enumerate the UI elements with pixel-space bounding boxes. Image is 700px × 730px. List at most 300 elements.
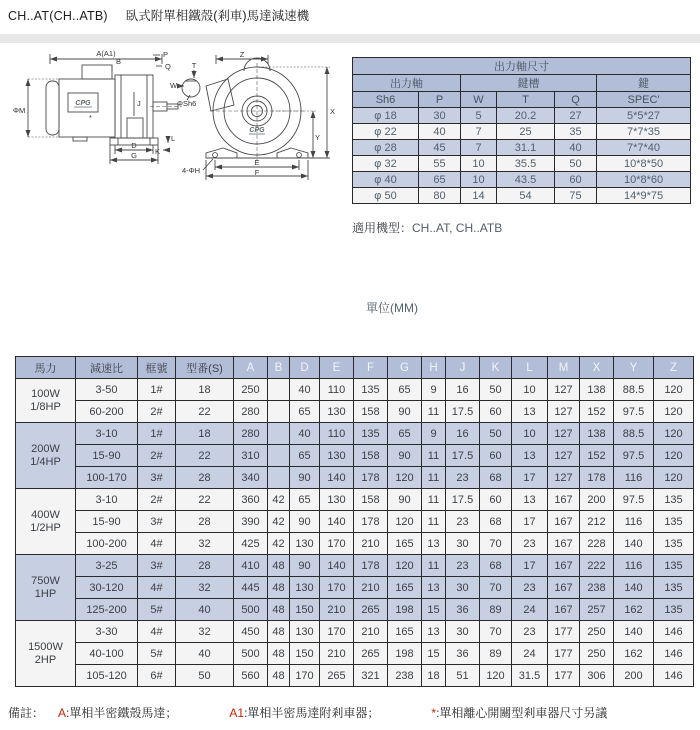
model-code: CH..AT(CH..ATB)	[8, 9, 108, 23]
main-table-header-cell: H	[422, 357, 446, 379]
shaft-column-header: SPEC'	[597, 92, 691, 108]
main-table-row	[16, 467, 694, 489]
footnote-desc: :單相半密馬達附剎車器；	[244, 706, 380, 720]
main-table-header-cell: M	[548, 357, 580, 379]
main-table-cell: 22	[176, 489, 234, 511]
main-table-cell: 13	[422, 577, 446, 599]
main-table-cell: 68	[480, 511, 512, 533]
main-table-cell: 140	[320, 555, 354, 577]
main-table-cell: 170	[320, 621, 354, 643]
main-table-row	[16, 621, 694, 643]
main-table-cell: 140	[614, 621, 654, 643]
main-table-cell: 42	[268, 533, 290, 555]
dim-label-y: Y	[315, 133, 321, 142]
main-table-cell: 2#	[138, 445, 176, 467]
shaft-table-cell: 10*8*60	[597, 172, 691, 188]
main-table-header-cell: J	[446, 357, 480, 379]
main-table-cell: 146	[654, 665, 694, 687]
main-table-header-cell: F	[354, 357, 388, 379]
main-table-cell: 127	[548, 379, 580, 401]
main-table-cell: 9	[422, 423, 446, 445]
main-table-row	[16, 401, 694, 423]
main-table-cell: 167	[548, 555, 580, 577]
applicable-label: 適用機型：	[352, 221, 413, 235]
main-table-cell: 65	[290, 489, 320, 511]
main-table-cell: 210	[320, 643, 354, 665]
main-table-cell: 162	[614, 599, 654, 621]
main-table-cell: 100-170	[76, 467, 138, 489]
main-table-cell: 3-50	[76, 379, 138, 401]
shaft-table-cell: 80	[419, 188, 461, 204]
power-group-cell: 1500W 2HP	[16, 621, 76, 687]
main-table-cell: 238	[580, 577, 614, 599]
main-table-cell: 135	[654, 533, 694, 555]
main-table-cell: 17.5	[446, 401, 480, 423]
shaft-table-title: 出力軸尺寸	[353, 58, 691, 75]
shaft-table-cell: φ 40	[353, 172, 419, 188]
main-table-cell: 140	[614, 533, 654, 555]
main-table-cell: 360	[234, 489, 268, 511]
main-table-cell: 140	[320, 511, 354, 533]
main-table-cell: 560	[234, 665, 268, 687]
main-table-cell: 23	[446, 467, 480, 489]
main-table-row	[16, 511, 694, 533]
shaft-table-row	[353, 188, 691, 204]
main-table-cell: 68	[480, 555, 512, 577]
main-table-cell	[268, 423, 290, 445]
main-table-cell: 15-90	[76, 511, 138, 533]
main-table-cell: 250	[234, 379, 268, 401]
title-text: 臥式附單相鐵殼(剎車)馬達減速機	[125, 9, 310, 23]
main-table-cell: 200	[580, 489, 614, 511]
main-table-cell: 13	[512, 401, 548, 423]
main-table-cell: 48	[268, 599, 290, 621]
shaft-table-row	[353, 172, 691, 188]
main-table-cell: 9	[422, 379, 446, 401]
main-table-cell: 4#	[138, 577, 176, 599]
main-table-cell: 88.5	[614, 379, 654, 401]
main-table-cell: 32	[176, 577, 234, 599]
main-table-cell: 24	[512, 599, 548, 621]
main-table-header-cell: 框號	[138, 357, 176, 379]
main-table-cell: 13	[512, 489, 548, 511]
main-table-cell: 28	[176, 555, 234, 577]
applicable-models	[352, 219, 502, 236]
main-table-cell: 30	[446, 577, 480, 599]
main-table-cell: 165	[388, 621, 422, 643]
main-table-cell: 18	[176, 379, 234, 401]
main-table-cell: 11	[422, 401, 446, 423]
main-table-cell: 13	[422, 533, 446, 555]
dim-label-p: P	[163, 50, 169, 59]
shaft-table-body	[353, 108, 691, 204]
main-table-cell: 28	[176, 511, 234, 533]
main-table-cell: 50	[480, 379, 512, 401]
main-table-row	[16, 533, 694, 555]
shaft-table-row	[353, 140, 691, 156]
main-table-header-cell: D	[290, 357, 320, 379]
applicable-value: CH..AT, CH..ATB	[412, 221, 503, 235]
main-table-cell: 165	[388, 577, 422, 599]
shaft-table-cell: 10*8*50	[597, 156, 691, 172]
main-table-cell: 32	[176, 621, 234, 643]
main-table-cell: 17	[512, 467, 548, 489]
main-table-cell: 65	[388, 423, 422, 445]
main-table-cell: 120	[654, 379, 694, 401]
main-table-cell: 17.5	[446, 445, 480, 467]
main-table-cell: 127	[548, 445, 580, 467]
main-table-cell: 89	[480, 643, 512, 665]
main-table-cell: 177	[548, 643, 580, 665]
main-table-row	[16, 489, 694, 511]
shaft-table-cell: 10	[461, 172, 497, 188]
main-table-cell: 22	[176, 401, 234, 423]
dim-label-x: X	[330, 107, 336, 116]
shaft-table-cell: 45	[419, 140, 461, 156]
main-table-cell: 60	[480, 489, 512, 511]
main-table-cell: 48	[268, 643, 290, 665]
shaft-table-group-row	[353, 75, 691, 92]
main-table-cell: 90	[388, 489, 422, 511]
main-table-cell: 120	[654, 423, 694, 445]
output-shaft-table	[352, 57, 691, 204]
shaft-group-header: 鍵槽	[461, 75, 597, 92]
main-table-cell: 158	[354, 489, 388, 511]
main-table-cell: 450	[234, 621, 268, 643]
footnote-item	[229, 706, 379, 720]
main-table-cell	[268, 401, 290, 423]
main-table-cell: 167	[548, 533, 580, 555]
brand-logo-side: CPG	[75, 100, 91, 107]
main-table-cell: 60	[480, 445, 512, 467]
main-table-cell: 210	[354, 621, 388, 643]
main-table-cell: 116	[614, 555, 654, 577]
main-table-cell: 146	[654, 643, 694, 665]
shaft-table-cell: 7	[461, 140, 497, 156]
motor-technical-drawing	[10, 48, 342, 210]
shaft-column-header: P	[419, 92, 461, 108]
power-group-cell: 400W 1/2HP	[16, 489, 76, 555]
main-table-cell: 138	[580, 379, 614, 401]
shaft-table-cell: 14	[461, 188, 497, 204]
main-table-cell: 130	[320, 401, 354, 423]
main-table-row	[16, 555, 694, 577]
main-table-cell: 36	[446, 599, 480, 621]
main-table-cell: 167	[548, 511, 580, 533]
shaft-table-cell: 55	[419, 156, 461, 172]
page-title	[8, 6, 309, 24]
main-table-cell: 135	[354, 423, 388, 445]
main-table-cell: 50	[176, 665, 234, 687]
main-table-cell: 146	[654, 621, 694, 643]
main-table-cell: 500	[234, 643, 268, 665]
main-table-header-cell: L	[512, 357, 548, 379]
main-table-cell: 100-200	[76, 533, 138, 555]
shaft-table-cell: 75	[555, 188, 597, 204]
main-table-cell: 24	[512, 643, 548, 665]
dim-label-phi-sh6: ΦSh6	[177, 99, 197, 108]
main-table-cell: 32	[176, 533, 234, 555]
main-table-cell: 18	[176, 423, 234, 445]
main-table-header-cell: 馬力	[16, 357, 76, 379]
main-table-cell: 135	[654, 577, 694, 599]
main-table-cell: 30	[446, 533, 480, 555]
dim-label-four-phi-h: 4-ΦH	[182, 166, 201, 175]
main-table-cell: 88.5	[614, 423, 654, 445]
main-table-cell: 120	[654, 445, 694, 467]
dim-label-phi-m: ΦM	[13, 106, 26, 115]
main-table-cell: 150	[290, 643, 320, 665]
main-table-header-row	[16, 357, 694, 379]
main-table-cell: 265	[354, 643, 388, 665]
main-table-cell	[268, 467, 290, 489]
shaft-table-column-row	[353, 92, 691, 108]
main-table-cell: 11	[422, 467, 446, 489]
footnote-key: *	[431, 706, 437, 720]
main-table-cell: 16	[446, 423, 480, 445]
dim-label-z: Z	[239, 50, 245, 59]
main-table-row	[16, 445, 694, 467]
main-table-cell: 140	[614, 577, 654, 599]
main-table-cell: 17	[512, 511, 548, 533]
shaft-table-cell: 31.1	[497, 140, 555, 156]
main-table-cell: 140	[320, 467, 354, 489]
dim-label-d: D	[131, 141, 137, 150]
main-table-cell: 280	[234, 423, 268, 445]
dim-label-g: G	[131, 151, 137, 160]
main-table-cell: 200	[614, 665, 654, 687]
main-table-cell: 40	[290, 379, 320, 401]
main-table-row	[16, 423, 694, 445]
main-table-cell: 11	[422, 511, 446, 533]
main-table-cell: 30-120	[76, 577, 138, 599]
main-table-cell: 135	[654, 555, 694, 577]
main-table-cell: 178	[354, 467, 388, 489]
main-table-cell: 222	[580, 555, 614, 577]
main-table-cell: 17	[512, 555, 548, 577]
main-table-cell: 178	[354, 511, 388, 533]
main-table-cell: 130	[290, 533, 320, 555]
main-table-cell: 3-30	[76, 621, 138, 643]
shaft-table-row	[353, 156, 691, 172]
main-table-cell: 13	[422, 621, 446, 643]
main-table-cell: 3#	[138, 467, 176, 489]
main-table-cell: 135	[654, 511, 694, 533]
main-table-cell: 50	[480, 423, 512, 445]
main-table-cell: 13	[512, 445, 548, 467]
main-table-cell: 500	[234, 599, 268, 621]
main-table-cell: 90	[388, 445, 422, 467]
shaft-table-cell: 7*7*40	[597, 140, 691, 156]
main-table-cell: 127	[548, 401, 580, 423]
shaft-table-cell: 35.5	[497, 156, 555, 172]
footnote-desc: :單相離心開關型剎車器尺寸另議	[436, 706, 608, 720]
main-table-cell: 130	[320, 445, 354, 467]
main-table-cell: 152	[580, 401, 614, 423]
main-table-header-cell: Y	[614, 357, 654, 379]
main-table-cell: 42	[268, 511, 290, 533]
shaft-column-header: W	[461, 92, 497, 108]
main-table-cell: 48	[268, 555, 290, 577]
main-table-row	[16, 643, 694, 665]
main-table-cell: 120	[480, 665, 512, 687]
main-table-header-cell: E	[320, 357, 354, 379]
main-table-cell: 65	[290, 445, 320, 467]
main-table-cell: 28	[176, 467, 234, 489]
shaft-table-cell: φ 32	[353, 156, 419, 172]
main-table-cell: 135	[654, 599, 694, 621]
main-table-cell: 165	[388, 533, 422, 555]
main-table-cell: 5#	[138, 643, 176, 665]
main-table-cell: 265	[354, 599, 388, 621]
dim-label-w: W	[170, 81, 178, 90]
main-table-cell: 23	[446, 555, 480, 577]
main-table-cell: 15	[422, 643, 446, 665]
main-table-cell: 1#	[138, 379, 176, 401]
shaft-table-cell: 27	[555, 108, 597, 124]
main-table-header-cell: Z	[654, 357, 694, 379]
shaft-table-cell: 10	[461, 156, 497, 172]
main-table-cell: 40	[176, 643, 234, 665]
main-table-cell: 3-10	[76, 489, 138, 511]
power-group-cell: 750W 1HP	[16, 555, 76, 621]
main-table-row	[16, 665, 694, 687]
main-table-cell	[268, 445, 290, 467]
shaft-table-cell: 5*5*27	[597, 108, 691, 124]
main-table-cell: 65	[290, 401, 320, 423]
main-table-cell: 3-10	[76, 423, 138, 445]
shaft-table-cell: 14*9*75	[597, 188, 691, 204]
shaft-table-cell: 25	[497, 124, 555, 140]
main-table-cell: 36	[446, 643, 480, 665]
shaft-table-cell: φ 22	[353, 124, 419, 140]
main-table-cell: 60	[480, 401, 512, 423]
main-table-cell: 11	[422, 489, 446, 511]
main-table-cell: 120	[388, 555, 422, 577]
brand-logo-front: CPG	[249, 127, 265, 134]
main-table-cell: 2#	[138, 489, 176, 511]
power-group-cell: 100W 1/8HP	[16, 379, 76, 423]
footnote-item	[431, 706, 607, 720]
main-table-cell: 257	[580, 599, 614, 621]
footnote	[8, 704, 659, 721]
shaft-table-head	[353, 58, 691, 108]
main-table-cell: 158	[354, 401, 388, 423]
main-table-cell: 90	[290, 555, 320, 577]
main-table-cell: 130	[290, 621, 320, 643]
main-table-cell: 135	[354, 379, 388, 401]
main-table-cell: 90	[290, 467, 320, 489]
dim-label-l: L	[171, 134, 176, 143]
shaft-table-cell: 65	[419, 172, 461, 188]
main-table-cell: 40	[290, 423, 320, 445]
main-table-cell: 116	[614, 467, 654, 489]
main-table-cell: 68	[480, 467, 512, 489]
main-table-header-cell: K	[480, 357, 512, 379]
footnote-key: A1	[229, 706, 245, 720]
main-table-cell: 97.5	[614, 489, 654, 511]
main-table-row	[16, 599, 694, 621]
main-table-cell: 127	[548, 423, 580, 445]
main-table-cell: 1#	[138, 423, 176, 445]
main-table-cell: 120	[388, 467, 422, 489]
main-table-cell: 170	[320, 577, 354, 599]
main-table-cell: 210	[354, 577, 388, 599]
shaft-table-title-row	[353, 58, 691, 75]
shaft-table-cell: 54	[497, 188, 555, 204]
main-table-cell: 310	[234, 445, 268, 467]
main-table-cell: 177	[548, 621, 580, 643]
main-table-cell: 425	[234, 533, 268, 555]
shaft-table-cell: 20.2	[497, 108, 555, 124]
main-table-cell: 198	[388, 643, 422, 665]
main-table-body	[16, 379, 694, 687]
main-table-cell: 110	[320, 423, 354, 445]
power-group-cell: 200W 1/4HP	[16, 423, 76, 489]
main-table-cell: 125-200	[76, 599, 138, 621]
shaft-column-header: Sh6	[353, 92, 419, 108]
shaft-group-header: 鍵	[597, 75, 691, 92]
shaft-table-cell: 40	[419, 124, 461, 140]
shaft-table-row	[353, 124, 691, 140]
main-table-cell: 11	[422, 555, 446, 577]
main-table-cell: 4#	[138, 533, 176, 555]
main-table-cell: 70	[480, 533, 512, 555]
main-table-cell: 158	[354, 445, 388, 467]
main-table-cell: 120	[654, 401, 694, 423]
main-table-header-cell: X	[580, 357, 614, 379]
shaft-column-header: Q	[555, 92, 597, 108]
main-table-cell: 212	[580, 511, 614, 533]
footnote-key: A	[58, 706, 67, 720]
main-table-header-cell: G	[388, 357, 422, 379]
main-table-cell: 321	[354, 665, 388, 687]
main-table-cell: 31.5	[512, 665, 548, 687]
dim-label-k: K	[155, 147, 161, 156]
dim-label-a-a1: A(A1)	[96, 49, 116, 58]
shaft-table-cell: 60	[555, 172, 597, 188]
main-table-cell: 162	[614, 643, 654, 665]
main-table-cell: 90	[388, 401, 422, 423]
main-table-cell: 23	[512, 577, 548, 599]
shaft-table-cell: 35	[555, 124, 597, 140]
dim-label-t: T	[191, 61, 197, 70]
main-table-row	[16, 379, 694, 401]
shaft-table-cell: 43.5	[497, 172, 555, 188]
main-table-header-cell: A	[234, 357, 268, 379]
main-table-cell: 280	[234, 401, 268, 423]
main-table-cell: 306	[580, 665, 614, 687]
main-table-header-cell: B	[268, 357, 290, 379]
main-table-cell: 167	[548, 599, 580, 621]
shaft-table-cell: 40	[555, 140, 597, 156]
main-table-cell: 167	[548, 577, 580, 599]
main-table-cell: 90	[290, 511, 320, 533]
main-table-cell: 250	[580, 621, 614, 643]
main-table-cell: 60-200	[76, 401, 138, 423]
main-table-cell: 265	[320, 665, 354, 687]
section-divider	[0, 34, 700, 43]
main-table-row	[16, 577, 694, 599]
main-table-cell: 198	[388, 599, 422, 621]
shaft-table-cell: 7	[461, 124, 497, 140]
shaft-table-cell: 50	[555, 156, 597, 172]
main-table-cell: 340	[234, 467, 268, 489]
main-table-cell: 48	[268, 577, 290, 599]
main-table-cell: 135	[654, 489, 694, 511]
shaft-table-cell: φ 50	[353, 188, 419, 204]
main-table-cell: 22	[176, 445, 234, 467]
